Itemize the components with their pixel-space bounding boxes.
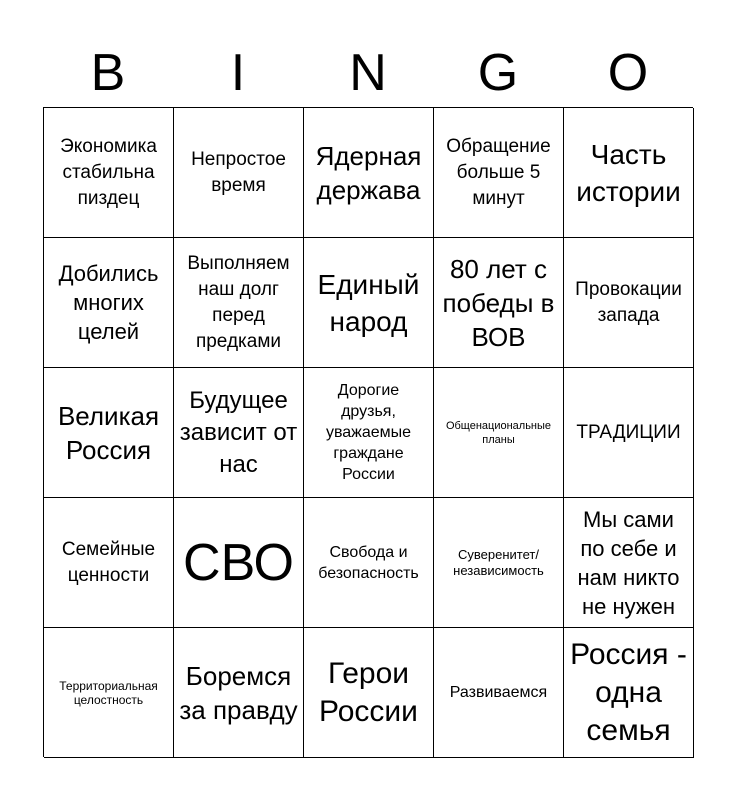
cell-text: Территориальная целостность [59,678,158,707]
bingo-cell[interactable] [304,108,434,238]
bingo-cell[interactable] [44,238,174,368]
bingo-cell[interactable] [564,368,694,498]
bingo-header [43,38,693,108]
bingo-cell[interactable] [174,108,304,238]
cell-text: СВО [183,533,294,592]
bingo-cell[interactable] [434,108,564,238]
cell-text: Суверенитет/ независимость [453,546,544,578]
bingo-cell[interactable] [564,498,694,628]
cell-text: Мы сами по себе и нам никто не нужен [577,506,680,619]
cell-text: Семейные ценности [61,538,156,586]
cell-text: Россия - одна семья [570,637,687,747]
cell-text: Герои России [319,656,418,728]
bingo-cell[interactable] [44,108,174,238]
bingo-cell[interactable] [434,238,564,368]
cell-text: ТРАДИЦИИ [576,421,681,443]
bingo-cell[interactable] [174,628,304,758]
bingo-cell[interactable] [44,628,174,758]
bingo-cell[interactable] [304,628,434,758]
bingo-cell[interactable] [44,498,174,628]
cell-text: Боремся за правду [179,660,298,725]
bingo-cell[interactable] [44,368,174,498]
header-letter-o: O [607,44,649,102]
cell-text: Свобода и безопасность [318,543,419,582]
cell-text: Великая Россия [57,400,160,465]
bingo-cell[interactable] [304,238,434,368]
bingo-cell[interactable] [304,368,434,498]
cell-text: Обращение больше 5 минут [446,135,551,209]
cell-text: Часть истории [576,138,681,207]
header-letter-n: N [349,44,387,102]
bingo-cell[interactable] [564,108,694,238]
bingo-cell[interactable] [564,238,694,368]
cell-text: Ядерная держава [315,140,422,205]
cell-text: Непростое время [191,148,286,196]
cell-text: Развиваемся [449,684,548,701]
cell-text: Будущее зависит от нас [179,386,298,478]
header-letter-i: I [230,44,246,102]
cell-text: Единый народ [317,268,420,337]
cell-text: Общенациональные планы [445,419,552,446]
header-letter-b: B [90,44,126,102]
cell-text: Дорогие друзья, уважаемые граждане России [325,382,412,483]
cell-text: Выполняем наш долг перед предками [187,252,290,352]
header-letter-g: G [477,44,519,102]
bingo-cell[interactable] [434,368,564,498]
cell-text: Экономика стабильна пиздец [60,135,157,209]
cell-text: Провокации запада [575,278,682,326]
cell-text: 80 лет с победы в ВОВ [442,253,555,352]
bingo-cell[interactable] [174,238,304,368]
bingo-cell[interactable] [434,628,564,758]
bingo-cell[interactable] [174,368,304,498]
bingo-cell[interactable] [304,498,434,628]
bingo-cell[interactable] [174,498,304,628]
bingo-cell[interactable] [434,498,564,628]
cell-text: Добились многих целей [58,261,159,344]
bingo-cell[interactable] [564,628,694,758]
bingo-grid [43,107,693,757]
